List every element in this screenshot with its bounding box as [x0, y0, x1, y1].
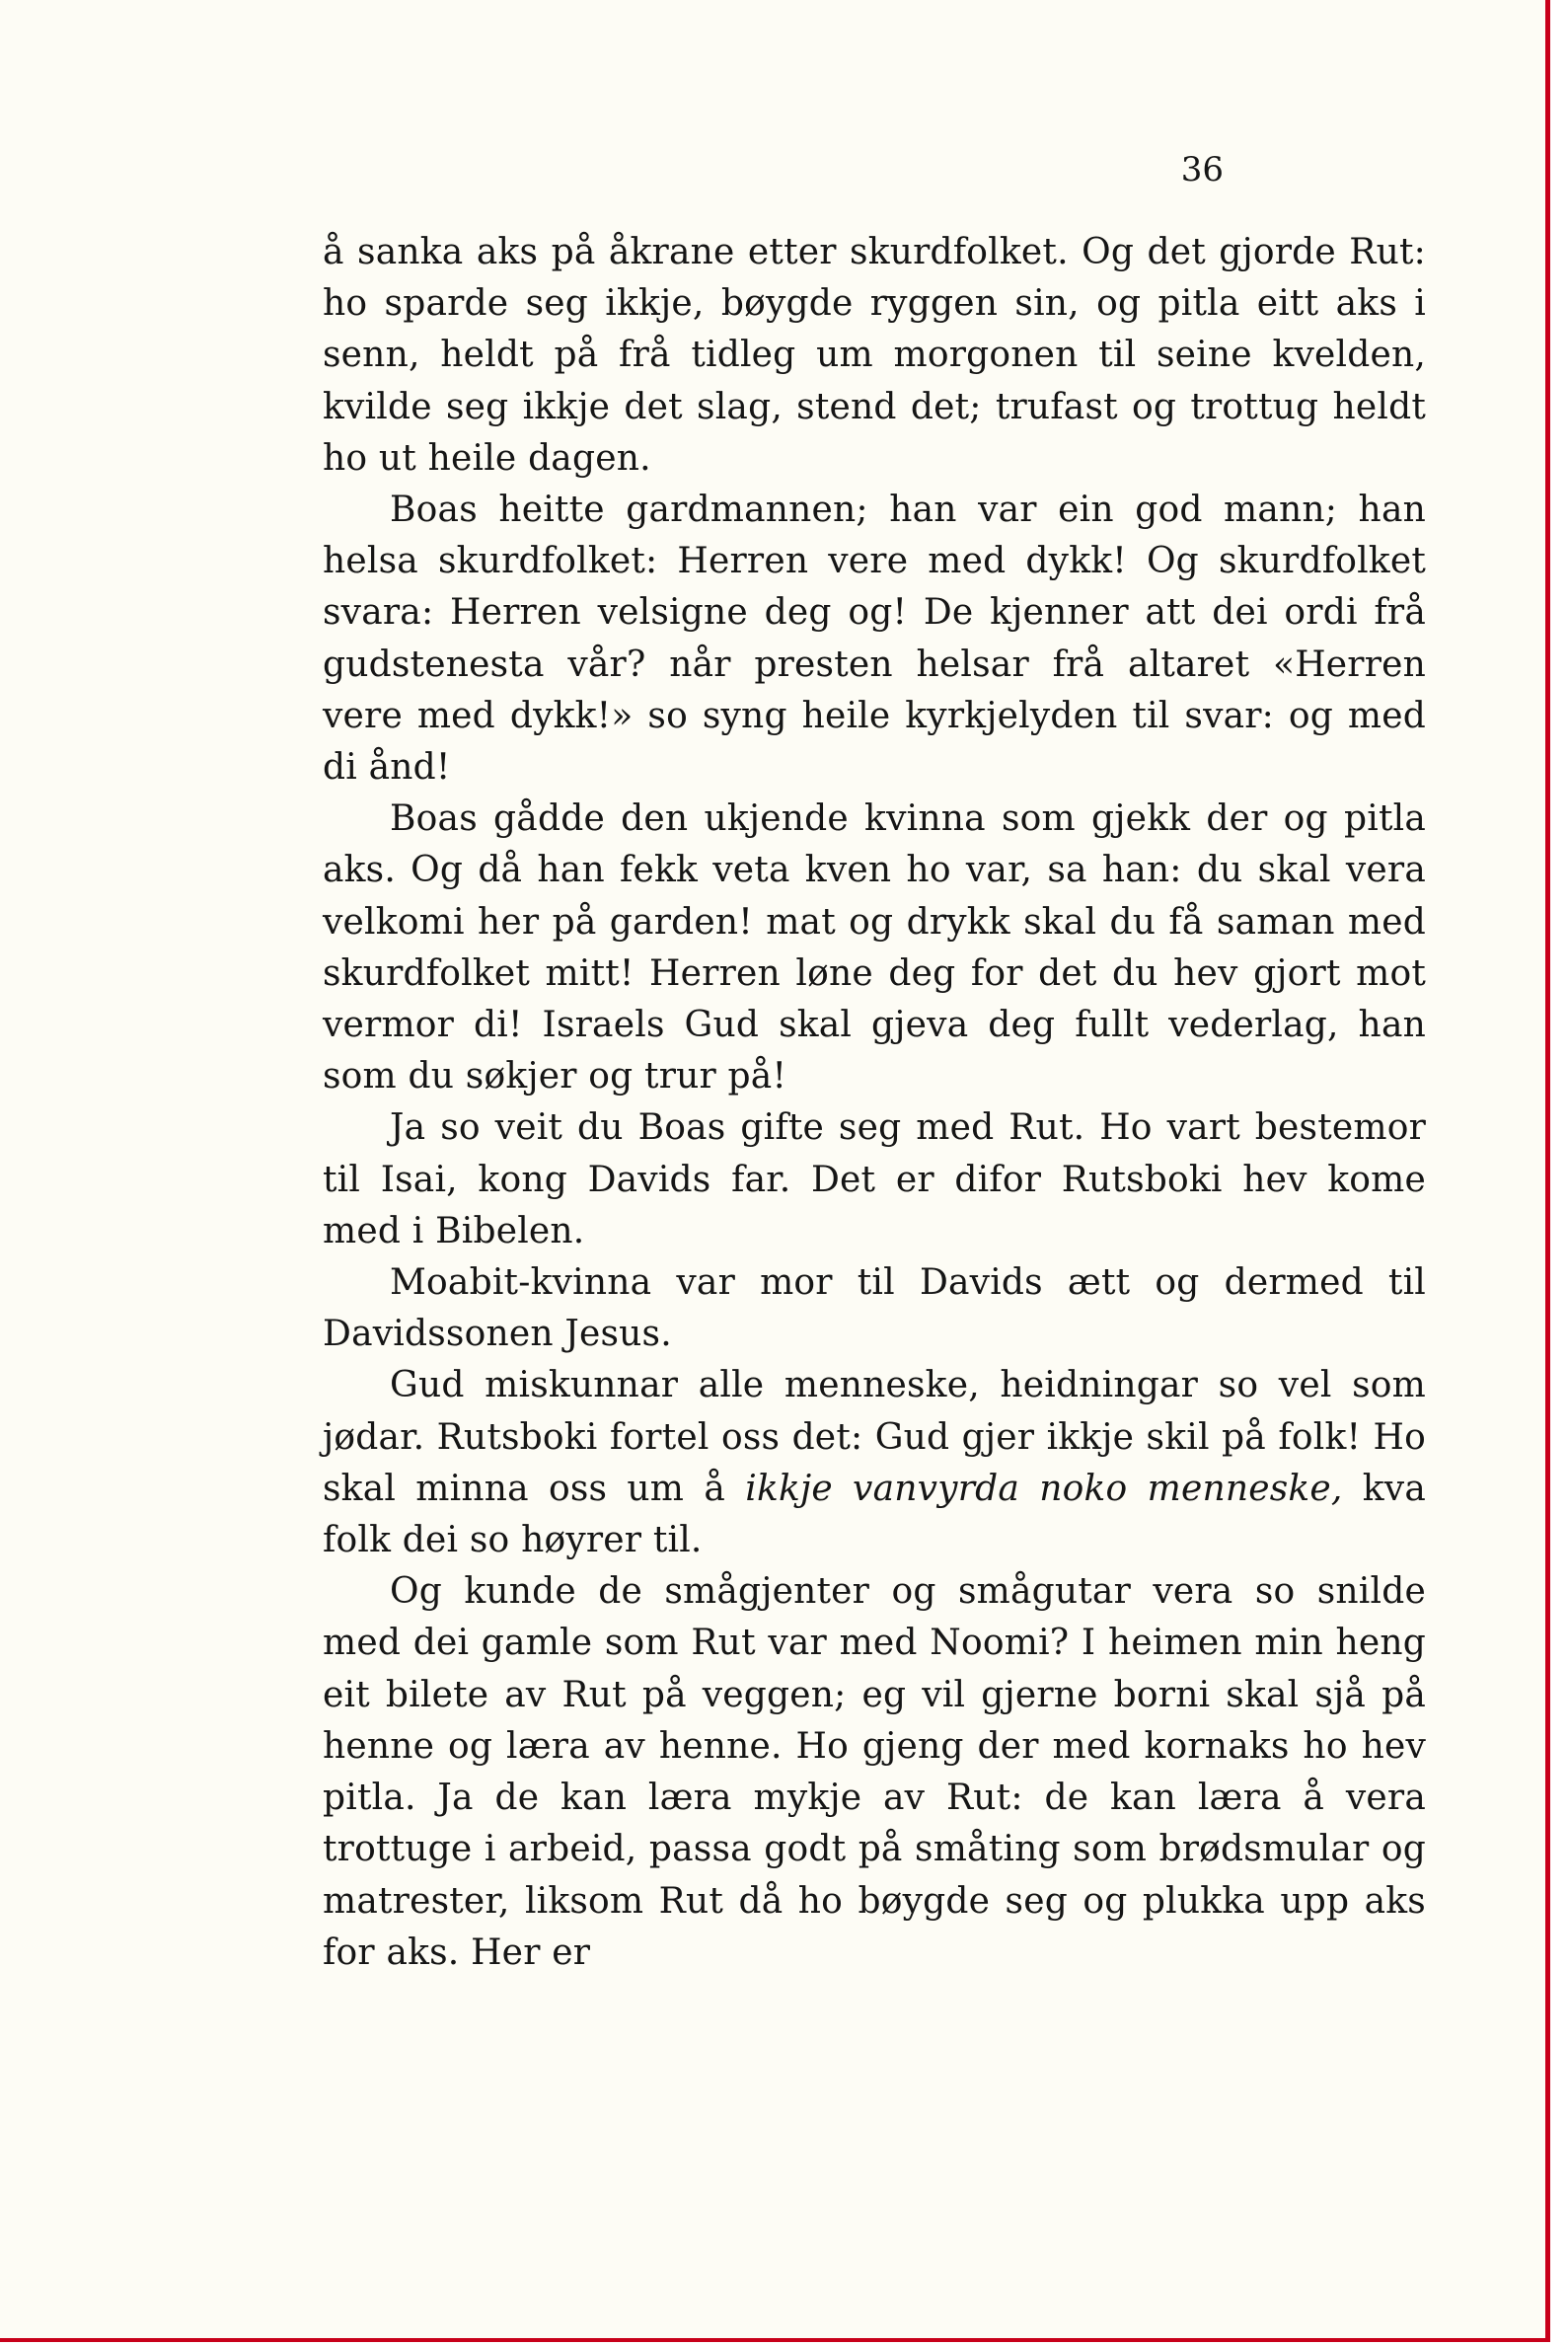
page-number: 36 [1180, 150, 1224, 189]
body-text [323, 227, 1426, 1979]
paragraph-text: Boas heitte gardmannen; han var ein god mann; han helsa skurdfolket: Herren vere med dykk! Og skurdfolket svara: Herren velsigne deg og! De kjenner att dei ordi frå gudstenesta vår? når presten helsar frå altaret «Herren vere med dykk!» so syng heile kyrkjelyden til svar: og med di ånd! [323, 490, 1426, 789]
paragraph-text: å sanka aks på åkrane etter skurdfolket. Og det gjorde Rut: ho sparde seg ikkje, bøygde ryggen sin, og pitla eitt aks i senn, heldt på frå tidleg um morgonen til seine kvelden, kvilde seg ikkje det slag, stend det; trufast og trottug heldt ho ut heile dagen. [323, 232, 1426, 479]
paragraph [323, 227, 1426, 485]
paragraph [323, 1360, 1426, 1566]
paragraph-text: Ja so veit du Boas gifte seg med Rut. Ho vart bestemor til Isai, kong Davids far. Det er difor Rutsboki hev kome med i Bibelen. [323, 1107, 1426, 1251]
paragraph-text: Gud miskunnar alle menneske, heidningar so vel som jødar. Rutsboki fortel oss det: Gud gjer ikkje skil på folk! Ho skal minna oss um å [323, 1365, 1426, 1509]
italic-emphasis: ikkje vanvyrda noko menneske, [745, 1468, 1343, 1509]
paragraph [323, 794, 1426, 1102]
paragraph-text: kva folk dei so høyrer til. [323, 1468, 1427, 1561]
paragraph [323, 1257, 1426, 1360]
paragraph-text: Moabit-kvinna var mor til Davids ætt og dermed til Davidssonen Jesus. [323, 1262, 1426, 1355]
paragraph-text: Og kunde de smågjenter og smågutar vera so snilde med dei gamle som Rut var med Noomi? I heimen min heng eit bilete av Rut på veggen; eg vil gjerne borni skal sjå på henne og læra av henne. Ho gjeng der med kornaks ho hev pitla. Ja de kan læra mykje av Rut: de kan læra å vera trottuge i arbeid, passa godt på småting som brødsmular og matrester, liksom Rut då ho bøygde seg og plukka upp aks for aks. Her er [323, 1571, 1426, 1973]
paragraph [323, 1566, 1426, 1979]
paragraph-text: Boas gådde den ukjende kvinna som gjekk der og pitla aks. Og då han fekk veta kven ho var, sa han: du skal vera velkomi her på garden! mat og drykk skal du få saman med skurdfolket mitt! Herren løne deg for det du hev gjort mot vermor di! Israels Gud skal gjeva deg fullt vederlag, han som du søkjer og trur på! [323, 798, 1426, 1097]
paragraph [323, 485, 1426, 794]
paragraph [323, 1102, 1426, 1257]
